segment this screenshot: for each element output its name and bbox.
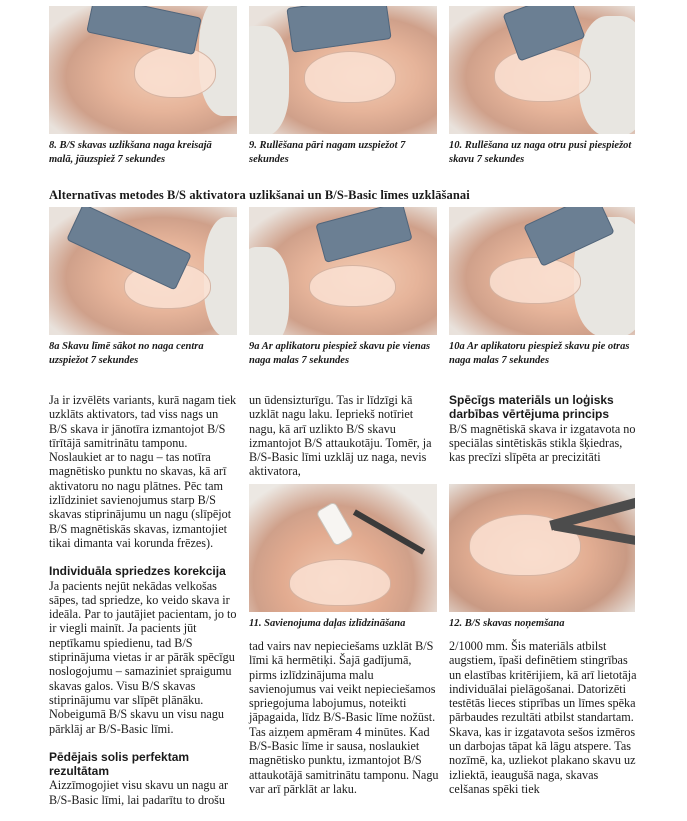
caption-step-8a: 8a Skavu līmē sākot no naga centra uzspiežot 7 sekundes — [49, 341, 204, 366]
text-column-2b — [249, 639, 439, 810]
photo-step-12 — [449, 484, 635, 612]
heading-material: Spēcīgs materiāls un loģisks darbības vērtējuma princips — [449, 393, 614, 422]
text-column-3b — [449, 639, 639, 810]
heading-final-step: Pēdējais solis perfektam rezultātam — [49, 749, 190, 779]
section-heading: Alternatīvas metodes B/S aktivatora uzlikšanai un B/S-Basic līmes uzklāšanai — [49, 188, 470, 202]
caption-step-11: 11. Savienojuma daļas izlīdzināšana — [249, 618, 406, 629]
nail — [304, 51, 396, 103]
paragraph-material: B/S magnētiskā skava ir izgatavota no speciālas sintētiskās stikla šķiedras, kas precīzi slīpēta ar precizitāti — [449, 421, 636, 465]
nail — [489, 257, 581, 304]
text-column-1 — [49, 393, 239, 821]
paragraph-tension: Ja pacients nejūt nekādas velkošas sāpes, tad spriedze, ko veido skava ir ideāla. Par to jautājiet pacientam, jo to ir viegli mainīt. Ja pacients jūt neptīkamu spiedienu, tad B/S stiprinājuma vietas ir ar pārāk spēcīgu noslogojumu – samaziniet spraigumu skavas galos. Visu B/S skavas stiprinājumu var slīpēt plānāku. Nobeigumā B/S skavu un visu nagu pārklāj ar B/S-Basic līmi. — [49, 578, 237, 736]
caption-step-10: 10. Rullēšana uz naga otru pusi piespiežot skavu 7 sekundes — [449, 140, 632, 165]
paragraph-specs: 2/1000 mm. Šis materiāls atbilst augstiem, īpaši definētiem stingrības un elastības kritērijiem, kā arī lietotāja individuālai pielāgošanai. Datorizēti testētās lieces stiprības un līmes spēka pārbaudes rezultāti atbilst standartam. Skava, kas ir izgatavota sešos izmēros un darbojas tāpat kā lāgu atspere. Tas nozīmē, ka, uzliekot plakano skavu uz izliektā, ieaugušā naga, skavas celšanas spēki tiek — [449, 639, 637, 796]
caption-step-9a: 9a Ar aplikatoru piespiež skavu pie vienas naga malas 7 sekundes — [249, 341, 431, 366]
photo-step-9 — [249, 6, 437, 134]
applicator-tool — [286, 6, 391, 53]
paragraph-final-step: Aizzīmogojiet visu skavu un nagu ar B/S-Basic līmi, lai padarītu to drošu — [49, 778, 229, 807]
caption-step-9: 9. Rullēšana pāri nagam uzspiežot 7 sekundes — [249, 140, 406, 165]
paragraph-intro: Ja ir izvēlēts variants, kurā nagam tiek uzklāts aktivators, tad viss nags un B/S skava ir jānotīra izmantojot B/S tīrītājā samitrinātu tamponu. Noslaukiet ar to nagu – tas notīra magnētisko punktu no skavas, kā arī aktivatoru no nagu plātnes. Pēc tam izlīdziniet savienojumus starp B/S skavas stiprinājumu un nagu (slīpējot B/S magnētiskās skavas, izmantojiet tikai dimanta vai korunda frēzes). — [49, 393, 237, 550]
caption-step-10a: 10a Ar aplikatoru piespiež skavu pie otras naga malas 7 sekundes — [449, 341, 630, 366]
grinding-bit — [315, 501, 354, 547]
paragraph-sealing: tad vairs nav nepieciešams uzklāt B/S līmi kā hermētiķi. Šajā gadījumā, pirms izlīdzinājuma malu savienojumus vai veikt nepieciešamos spriegojuma labojumus, noteikti jāpagaida, līdz B/S-Basic līme nožūst. Tas aizņem apmēram 4 minūtes. Kad B/S-Basic līme ir sausa, noslaukiet magnētisko punktu, izmantojot B/S attaukotājā samitrinātu tamponu. Nagu var arī pārklāt ar laku. — [249, 639, 439, 796]
photo-step-10a — [449, 207, 635, 335]
glove — [249, 247, 289, 335]
applicator-tool — [86, 6, 201, 55]
text-column-3 — [449, 393, 639, 478]
nail — [494, 48, 591, 102]
heading-individual-tension: Individuāla spriedzes korekcija — [49, 564, 226, 579]
photo-step-8 — [49, 6, 237, 134]
photo-step-9a — [249, 207, 437, 335]
caption-step-8: 8. B/S skavas uzlikšana naga kreisajā malā, jāuzspiež 7 sekundes — [49, 140, 212, 165]
nail — [289, 559, 391, 606]
text-column-2 — [249, 393, 439, 493]
photo-step-10 — [449, 6, 635, 134]
nail — [134, 46, 216, 98]
applicator-tool — [315, 207, 412, 263]
photo-step-8a — [49, 207, 237, 335]
caption-step-12: 12. B/S skavas noņemšana — [449, 618, 565, 629]
glove — [204, 217, 237, 335]
glove — [249, 26, 289, 134]
nail — [309, 265, 396, 307]
photo-step-11 — [249, 484, 437, 612]
paragraph-continued: un ūdensizturīgu. Tas ir līdzīgi kā uzklāt nagu laku. Iepriekš notīriet nagu, kā arī uzlikto B/S skavu izmantojot B/S attaukotāju. Tomēr, ja B/S-Basic līmi uzklāj uz naga, nevis aktivatora, — [249, 393, 432, 479]
drill-shaft — [353, 509, 425, 554]
